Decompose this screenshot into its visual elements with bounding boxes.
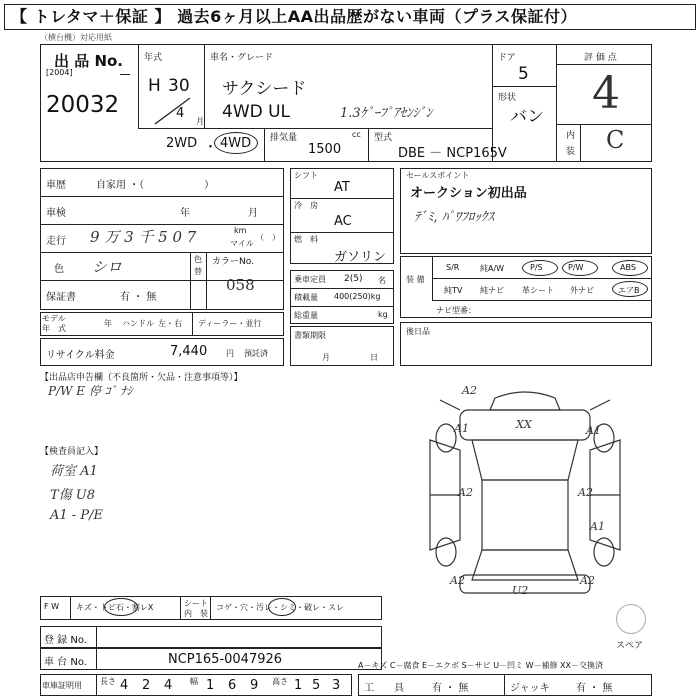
equip-ps: P/S xyxy=(530,263,543,272)
cert-height-2: 5 xyxy=(312,678,321,693)
doc-expiry-day: 日 xyxy=(370,353,378,362)
inspector-line-1: 荷室 A1 xyxy=(50,464,98,479)
equip-abs: ABS xyxy=(620,263,636,272)
mark-u2-rear: U2 xyxy=(512,584,529,597)
color-label: 色 xyxy=(54,264,64,275)
doc-expiry-month: 月 xyxy=(322,353,330,362)
fuel-value: ガソリン xyxy=(334,250,387,265)
spare-tire-circle xyxy=(616,604,646,634)
model-name: サクシード xyxy=(222,79,307,99)
mileage-value: 9 万 3 千 5 0 7 xyxy=(90,228,197,246)
equip-alloy-wheel: 純A/W xyxy=(480,264,505,273)
doors-value: 5 xyxy=(518,64,529,84)
inspector-label: 【検査員記入】 xyxy=(40,447,104,457)
mark-a1-rear-right: A1 xyxy=(590,520,605,533)
color-code: 058 xyxy=(226,276,255,294)
equip-airbag-circle xyxy=(612,281,648,297)
capacity-label: 乗車定員 xyxy=(294,275,326,284)
inspector-line-2: T傷 U8 xyxy=(50,488,96,503)
equip-leather: 革シート xyxy=(522,286,554,295)
model-year-handle: ハンドル xyxy=(122,319,154,328)
inspection-year: 年 xyxy=(180,208,190,219)
capacity-value: 2(5) xyxy=(344,274,363,284)
shift-value: AT xyxy=(334,180,350,195)
shape-value: バン xyxy=(510,107,544,127)
seller-notes-hand: P/W E 停 ｺﾞ ﾅｼ xyxy=(48,384,133,398)
jack-label: ジャッキ xyxy=(510,683,550,694)
cert-width-2: 6 xyxy=(228,678,237,693)
garage-cert-label: 車庫証明用 xyxy=(42,681,82,690)
lot-number: 20032 xyxy=(46,92,120,118)
tools-value: 有 ・ 無 xyxy=(432,683,469,694)
recycle-unit: 円 xyxy=(226,349,234,358)
doors-label: ドア xyxy=(498,53,516,63)
mark-a1-front-left: A1 xyxy=(454,422,469,435)
cert-height-1: 1 xyxy=(294,678,303,693)
weight-unit: kg xyxy=(378,310,388,319)
warranty-label: 保証書 xyxy=(46,292,76,303)
banner-title: 【 トレタマ＋保証 】 過去6ヶ月以上AA出品歴がない車両（プラス保証付） xyxy=(4,4,696,30)
history-label: 車歴 xyxy=(46,180,66,191)
fw-seat-label-1: シート xyxy=(184,599,208,608)
fw-stain-circle xyxy=(268,598,296,616)
lot-stamp: [2004] xyxy=(46,68,73,77)
mileage-unit-km: km xyxy=(234,226,247,235)
color-value: シロ xyxy=(92,258,123,276)
model-handnote: 1.3ｹﾞｰﾌﾟｱｾﾝｼﾞﾝ xyxy=(340,106,433,121)
sales-title: オークション初出品 xyxy=(410,186,527,201)
fw-marks: キズ・トビ石・割レX xyxy=(76,603,154,612)
seller-notes-label: 【出品店申告欄（不良箇所・欠品・注意事項等）】 xyxy=(40,373,243,383)
load-value: 400(250)kg xyxy=(334,292,381,301)
after-date-box xyxy=(400,322,652,366)
damage-legend: A－キズ C－腐食 E－エクボ S－サビ U－凹ミ W－補修 XX－交換済 xyxy=(358,661,604,670)
year-era: H xyxy=(148,76,161,96)
equip-airbag: エアB xyxy=(618,286,640,295)
equip-pw: P/W xyxy=(568,263,584,272)
equip-navi: 純ナビ xyxy=(480,286,504,295)
cert-length-1: 4 xyxy=(120,678,129,693)
mark-a2-left-side: A2 xyxy=(458,486,473,499)
mileage-label: 走行 xyxy=(46,236,66,247)
cert-width-1: 1 xyxy=(206,678,215,693)
fw-seat-label-2: 内 装 xyxy=(184,609,208,618)
model-code-label: 型式 xyxy=(374,133,393,143)
mileage-unit-mile: マイル xyxy=(230,239,254,248)
model-year-label-2: 年 式 xyxy=(42,324,66,333)
model-year-lr: 左・右 xyxy=(158,319,182,328)
equip-tv: 純TV xyxy=(444,286,463,295)
doc-expiry-label: 書類期限 xyxy=(294,331,326,340)
car-diagram xyxy=(400,380,650,600)
model-year-label-1: モデル xyxy=(42,314,66,323)
inspector-line-3: A1 - P/E xyxy=(50,508,103,523)
tools-label: 工 具 xyxy=(364,683,404,694)
registration-row xyxy=(40,626,382,648)
fw-seat-marks: コゲ・穴・汚レ・シミ・破レ・スレ xyxy=(216,603,344,612)
year-value: 30 xyxy=(168,76,190,96)
recycle-value: 7,440 xyxy=(170,344,208,359)
year-label: 年式 xyxy=(144,53,163,63)
mark-a1-front-right: A1 xyxy=(586,424,601,437)
interior-label-2: 装 xyxy=(566,147,576,157)
registration-label: 登 録 No. xyxy=(44,635,87,646)
weight-label: 総重量 xyxy=(294,311,318,320)
drive-4wd-circle xyxy=(214,132,258,154)
interior-value: C xyxy=(606,126,625,154)
chassis-label: 車 台 No. xyxy=(44,657,87,668)
cert-height-label: 高さ xyxy=(272,677,288,686)
after-date-label: 後日品 xyxy=(406,327,430,336)
spare-label: スペア xyxy=(616,641,644,651)
lot-label: 出 品 No. xyxy=(54,52,124,70)
shape-label: 形状 xyxy=(498,93,517,103)
capacity-unit: 名 xyxy=(378,276,386,285)
model-year-dealer: ディーラー・並行 xyxy=(198,319,262,328)
score-label: 評 価 点 xyxy=(584,53,617,63)
warranty-value: 有 ・ 無 xyxy=(120,292,157,303)
inspection-month: 月 xyxy=(248,208,258,219)
sales-label: セールスポイント xyxy=(406,171,470,180)
mileage-paren: （ ） xyxy=(256,233,280,242)
displacement-value: 1500 xyxy=(308,142,342,157)
interior-label-1: 内 xyxy=(566,131,576,141)
cert-width-label: 幅 xyxy=(190,677,198,686)
fuel-label: 燃 料 xyxy=(294,235,318,244)
year-month-unit: 月 xyxy=(196,117,204,126)
cert-length-3: 4 xyxy=(164,678,173,693)
aircon-value: AC xyxy=(334,214,352,229)
model-label: 車名・グレード xyxy=(210,53,274,63)
score-value: 4 xyxy=(592,68,620,119)
displacement-label: 排気量 xyxy=(270,133,298,143)
model-grade: 4WD UL xyxy=(222,102,291,122)
equip-abs-circle xyxy=(612,260,648,276)
equip-ext-navi: 外ナビ xyxy=(570,286,594,295)
cert-width-3: 9 xyxy=(250,678,259,693)
year-month: 4 xyxy=(176,106,185,121)
equipment-side-label: 装 備 xyxy=(406,275,425,284)
history-value: 自家用 ・（ ） xyxy=(96,180,215,191)
sub-header: （横台機）対応用紙 xyxy=(40,33,112,42)
shift-label: シフト xyxy=(294,171,318,180)
cert-length-label: 長さ xyxy=(100,677,116,686)
mark-a2-right-side: A2 xyxy=(578,486,593,499)
color-change-1: 色 xyxy=(194,255,202,264)
mark-a2-roof: A2 xyxy=(462,384,477,397)
inspection-label: 車検 xyxy=(46,208,66,219)
drive-4wd: 4WD xyxy=(220,136,252,151)
cert-length-2: 2 xyxy=(142,678,151,693)
model-year-year: 年 xyxy=(104,319,112,328)
equip-sr: S/R xyxy=(446,263,460,272)
recycle-label: リサイクル料金 xyxy=(46,350,115,361)
model-code-value: DBE － NCP165V xyxy=(398,146,507,161)
displacement-unit: cc xyxy=(352,130,361,139)
color-change-2: 替 xyxy=(194,267,202,276)
load-label: 積載量 xyxy=(294,293,318,302)
mark-a2-rear-right: A2 xyxy=(580,574,595,587)
mark-a2-rear-left: A2 xyxy=(450,574,465,587)
mark-xx-hood: XX xyxy=(516,418,532,431)
sales-handnote: ﾃﾞﾐ, ﾊﾟﾜﾌﾛｯｸｽ xyxy=(414,210,494,225)
equip-ps-circle xyxy=(522,260,558,276)
drive-2wd: 2WD xyxy=(166,136,198,151)
jack-value: 有 ・ 無 xyxy=(576,683,613,694)
recycle-note: 預託済 xyxy=(244,349,268,358)
cert-height-3: 3 xyxy=(332,678,341,693)
color-code-label: カラーNo. xyxy=(212,257,254,267)
aircon-label: 冷 房 xyxy=(294,201,318,210)
fw-label: F W xyxy=(44,602,60,611)
fw-tobi-circle xyxy=(104,598,138,616)
navi-model: ナビ型番： xyxy=(436,306,476,315)
drive-dot: ・ xyxy=(204,140,218,155)
chassis-value: NCP165-0047926 xyxy=(168,652,283,667)
equip-pw-circle xyxy=(562,260,598,276)
